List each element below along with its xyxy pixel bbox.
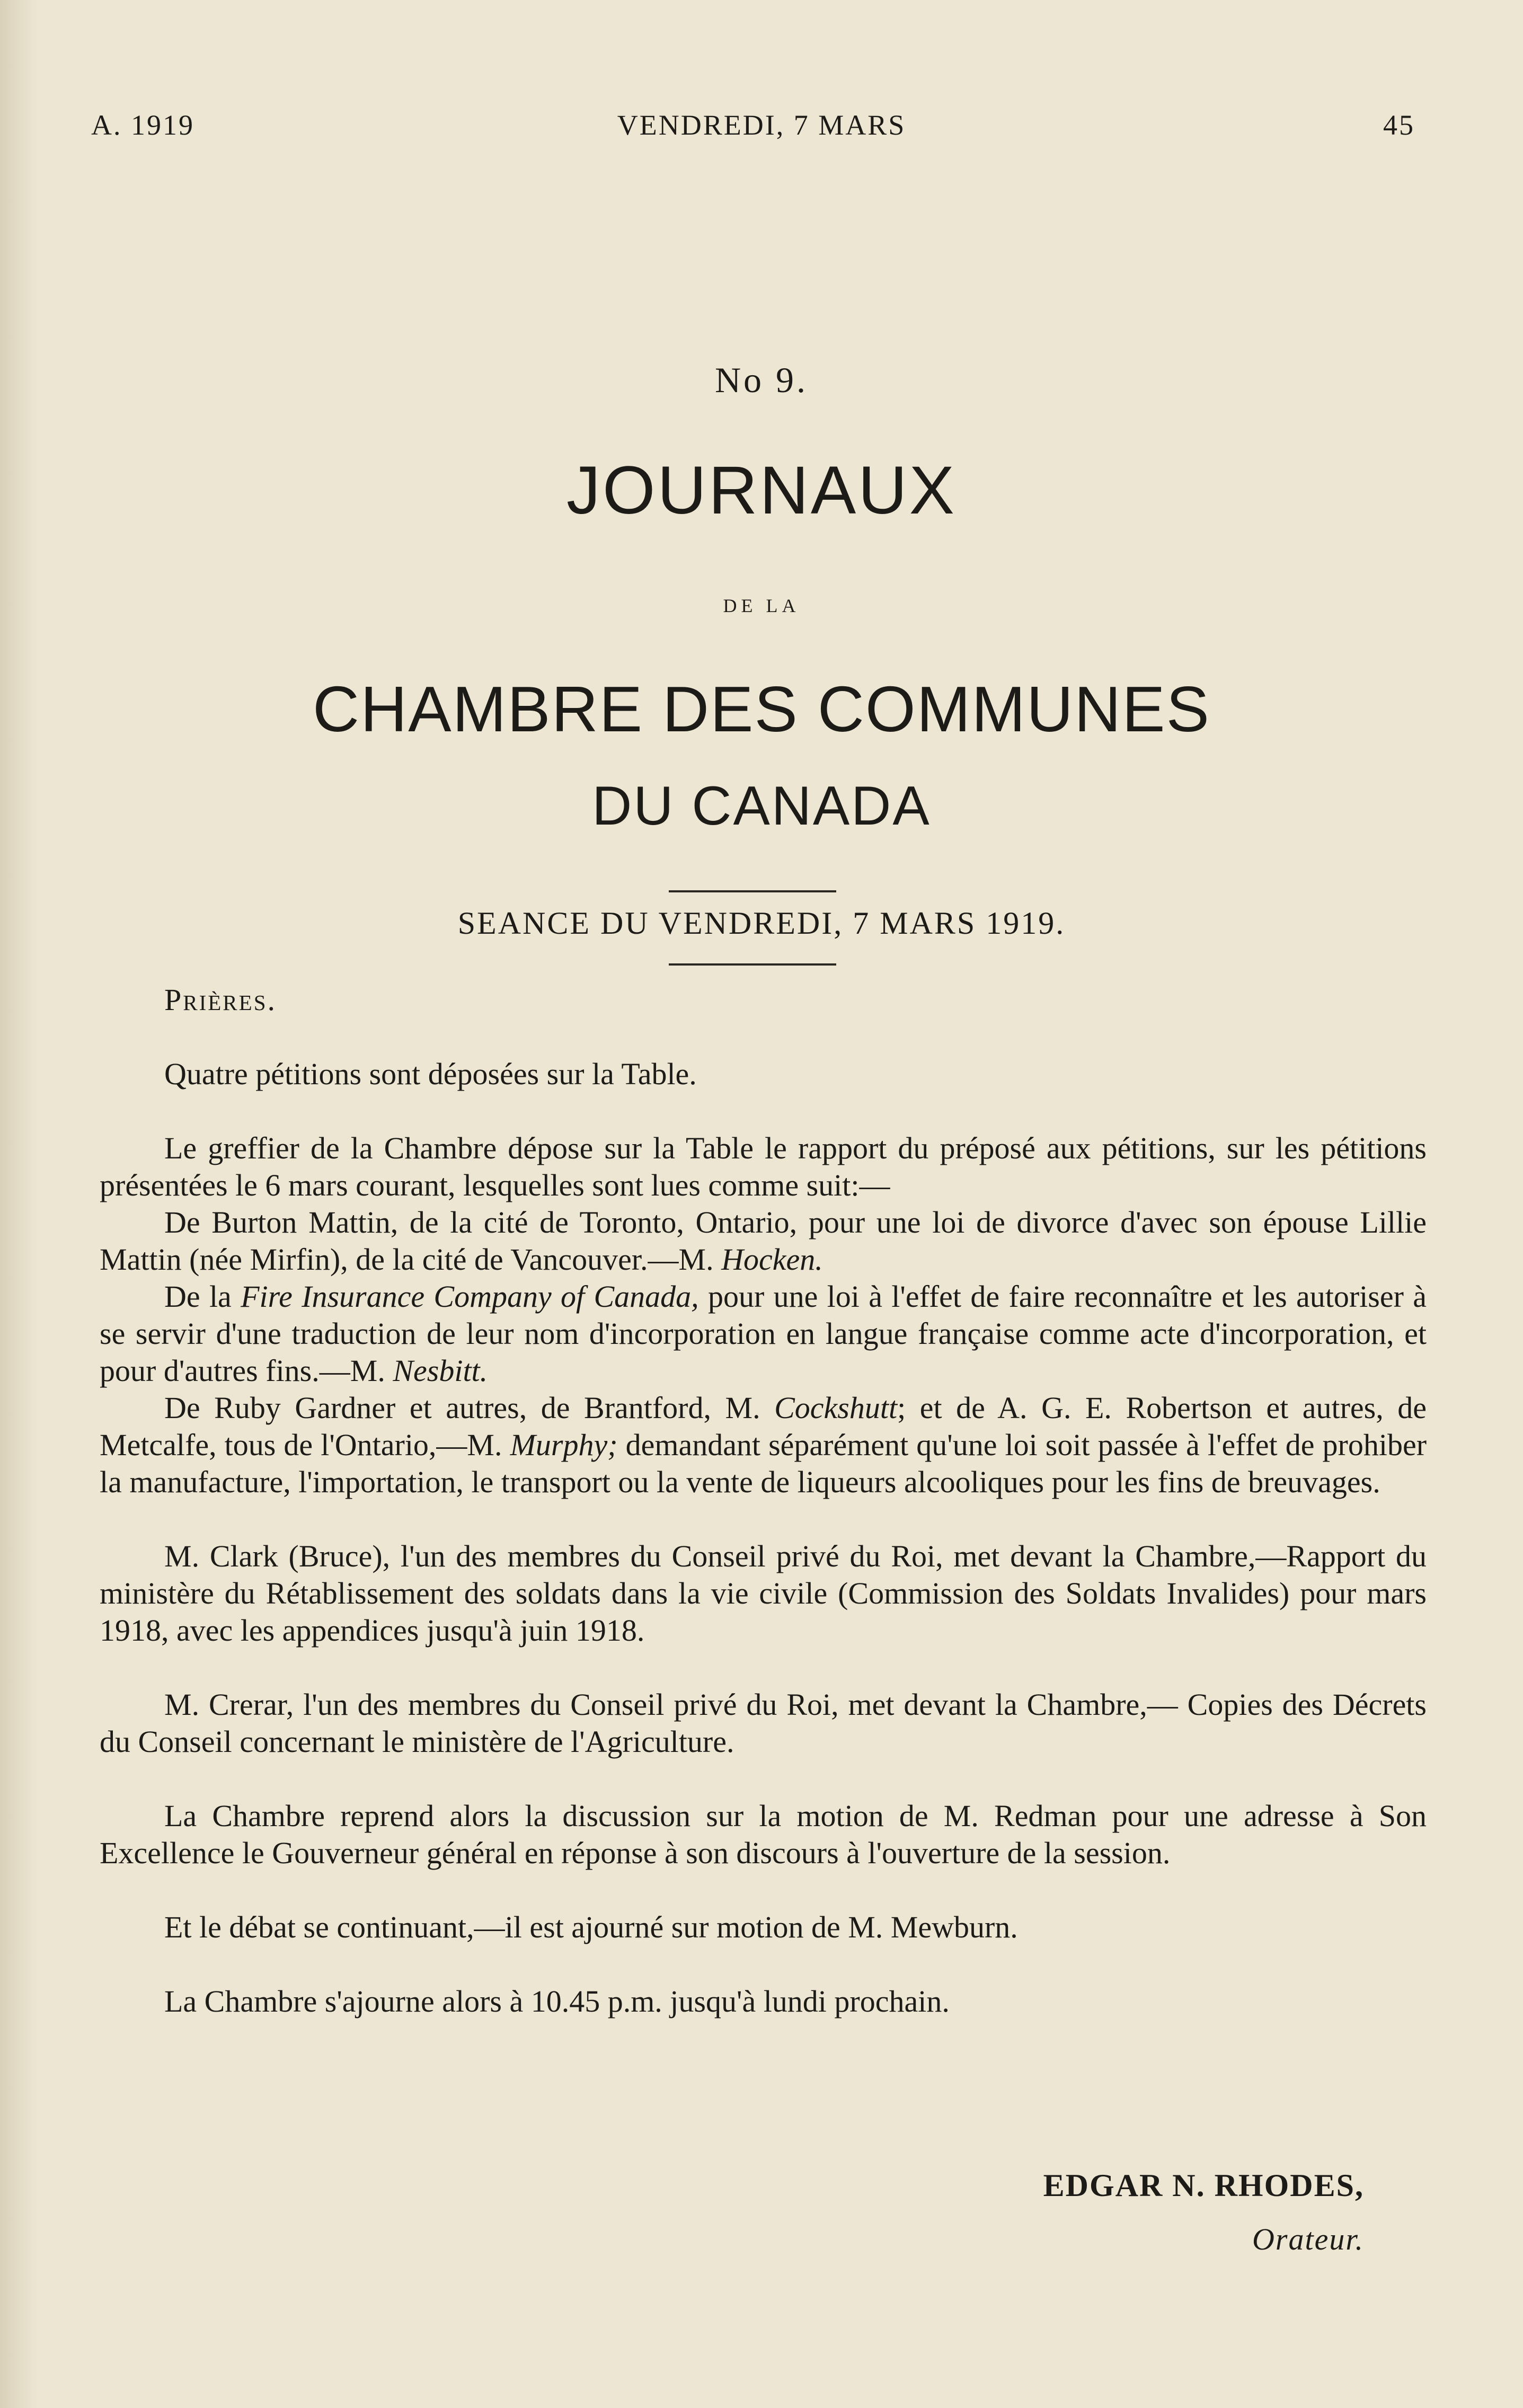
house-adjourns: La Chambre s'ajourne alors à 10.45 p.m. jusqu'à lundi prochain. <box>164 1984 950 2019</box>
petition-mattin <box>100 1204 1427 1278</box>
journal-title: JOURNAUX <box>566 453 957 528</box>
crerar-report: M. Crerar, l'un des membres du Conseil privé du Roi, met devant la Chambre,— Copies des Décrets du Conseil concernant le ministère de l'Agriculture. <box>100 1687 1427 1759</box>
member-cockshutt: Cockshutt <box>774 1391 898 1425</box>
member-murphy: Murphy; <box>510 1428 618 1462</box>
prayers-line: Prières. <box>164 982 277 1017</box>
page-number: 45 <box>1383 109 1415 141</box>
member-nesbitt: Nesbitt. <box>393 1353 488 1388</box>
journal-body <box>100 981 1427 2020</box>
running-header <box>0 109 1523 151</box>
petition-fire-insurance-intro: De la <box>164 1279 241 1314</box>
petition-liquor-intro: De Ruby Gardner et autres, de Brantford, M. <box>164 1391 775 1425</box>
company-name: Fire Insurance Company of Canada, <box>241 1279 699 1314</box>
petition-fire-insurance <box>100 1278 1427 1389</box>
clark-report: M. Clark (Bruce), l'un des membres du Conseil privé du Roi, met devant la Chambre,—Rapport du ministère du Rétablissement des soldats dans la vie civile (Commission des Soldats Invalides) pour mars 1918, avec les appendices jusqu'à juin 1918. <box>100 1539 1427 1648</box>
title-connector: DE LA <box>723 595 800 616</box>
member-hocken: Hocken. <box>721 1242 823 1277</box>
clerk-report: Le greffier de la Chambre dépose sur la Table le rapport du préposé aux pétitions, sur les pétitions présentées le 6 mars courant, lesquelles sont lues comme suit:— <box>100 1131 1427 1202</box>
petition-liquor-middle: ; et de A. G. E. Robertson et autres, de Metcalfe, tous de l'Ontario,—M. <box>100 1391 1427 1462</box>
chamber-name: CHAMBRE DES COMMUNES <box>313 673 1210 745</box>
speaker-title: Orateur. <box>1252 2222 1364 2256</box>
petition-mattin-text: De Burton Mattin, de la cité de Toronto, Ontario, pour une loi de divorce d'avec son épouse Lillie Mattin (née Mirfin), de la cité de Vancouver.—M. <box>100 1205 1427 1277</box>
country-name: DU CANADA <box>592 775 931 837</box>
petition-liquor-text: demandant séparément qu'une loi soit passée à l'effet de prohiber la manufacture, l'importation, le transport ou la vente de liqueurs alcooliques pour les fins de breuvages. <box>100 1428 1427 1499</box>
header-date: VENDREDI, 7 MARS <box>617 109 906 141</box>
debate-adjourned: Et le débat se continuant,—il est ajourné sur motion de M. Mewburn. <box>164 1910 1018 1944</box>
divider-top <box>669 890 836 892</box>
debate-resumed: La Chambre reprend alors la discussion sur la motion de M. Redman pour une adresse à Son Excellence le Gouverneur général en réponse à son discours à l'ouverture de la session. <box>100 1799 1427 1870</box>
petition-liquor <box>100 1389 1427 1501</box>
session-heading: SEANCE DU VENDREDI, 7 MARS 1919. <box>457 906 1066 941</box>
issue-number: No 9. <box>714 360 809 400</box>
petitions-tabled: Quatre pétitions sont déposées sur la Table. <box>164 1057 697 1091</box>
divider-bottom <box>669 963 836 966</box>
header-year: A. 1919 <box>91 109 194 141</box>
speaker-name: EDGAR N. RHODES, <box>1043 2168 1364 2203</box>
petition-fire-insurance-text: pour une loi à l'effet de faire reconnaître et les autoriser à se servir d'une traduction de leur nom d'incorporation en langue française comme acte d'incorporation, et pour d'autres fins.—M. <box>100 1279 1427 1388</box>
